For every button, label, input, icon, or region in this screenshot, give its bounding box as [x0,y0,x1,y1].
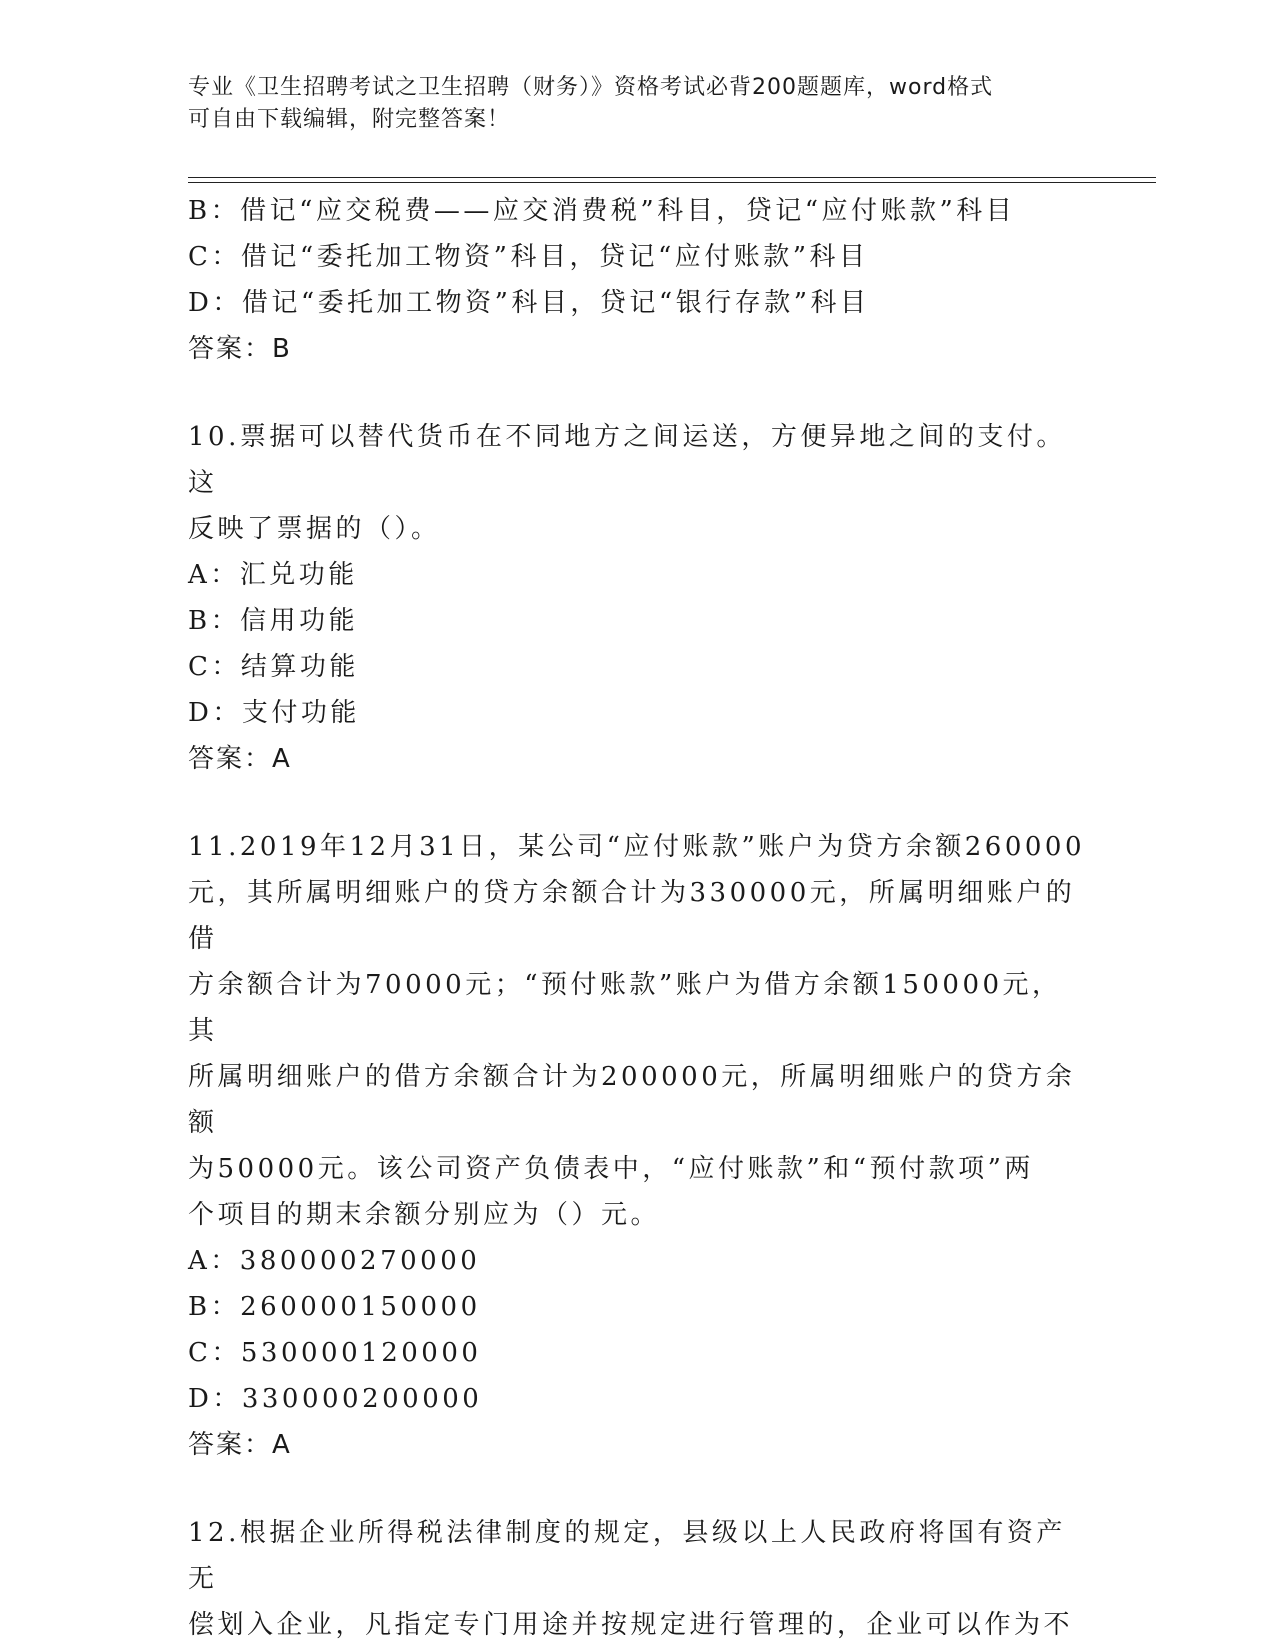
question-spacer [188,782,1088,824]
option-d: D：330000200000 [188,1384,483,1414]
option-c: C：结算功能 [188,652,359,682]
question-stem-line: 元，其所属明细账户的贷方余额合计为330000元，所属明细账户的借 [188,878,1076,954]
question-spacer [188,1468,1088,1510]
answer-line: 答案：B [188,334,292,364]
question-stem-line: 12.根据企业所得税法律制度的规定，县级以上人民政府将国有资产无 [188,1518,1066,1594]
question-list [188,188,1088,1648]
question-stem-line: 10.票据可以替代货币在不同地方之间运送，方便异地之间的支付。这 [188,422,1066,498]
option-c: C：530000120000 [188,1338,482,1368]
question-11 [188,824,1088,1468]
question-stem-line: 方余额合计为70000元；“预付账款”账户为借方余额150000元，其 [188,970,1062,1046]
question-stem-line: 个项目的期末余额分别应为（）元。 [188,1200,661,1230]
page-header [188,72,1068,136]
header-line-1: 专业《卫生招聘考试之卫生招聘（财务）》资格考试必背200题题库，word格式 [188,75,994,100]
header-line-2: 可自由下载编辑，附完整答案！ [188,107,511,132]
question-9 [188,188,1088,372]
question-stem-line: 偿划入企业，凡指定专门用途并按规定进行管理的，企业可以作为不 [188,1610,1074,1640]
question-stem-line: 为50000元。该公司资产负债表中，“应付账款”和“预付款项”两 [188,1154,1034,1184]
option-a: A：380000270000 [188,1246,481,1276]
option-a: A：汇兑功能 [188,560,358,590]
option-d: D：支付功能 [188,698,360,728]
answer-line: 答案：A [188,744,292,774]
option-b: B：信用功能 [188,606,359,636]
option-b: B：260000150000 [188,1292,481,1322]
option-d: D：借记“委托加工物资”科目，贷记“银行存款”科目 [188,288,870,318]
question-12 [188,1510,1088,1648]
header-divider-bottom [188,182,1156,183]
question-spacer [188,372,1088,414]
option-b: B：借记“应交税费——应交消费税”科目，贷记“应付账款”科目 [188,196,1016,226]
answer-line: 答案：A [188,1430,292,1460]
question-stem-line: 所属明细账户的借方余额合计为200000元，所属明细账户的贷方余额 [188,1062,1076,1138]
question-10 [188,414,1088,782]
header-divider-top [188,177,1156,178]
question-stem-line: 11.2019年12月31日，某公司“应付账款”账户为贷方余额260000 [188,832,1086,862]
option-c: C：借记“委托加工物资”科目，贷记“应付账款”科目 [188,242,869,272]
question-stem-line: 反映了票据的（）。 [188,514,441,544]
